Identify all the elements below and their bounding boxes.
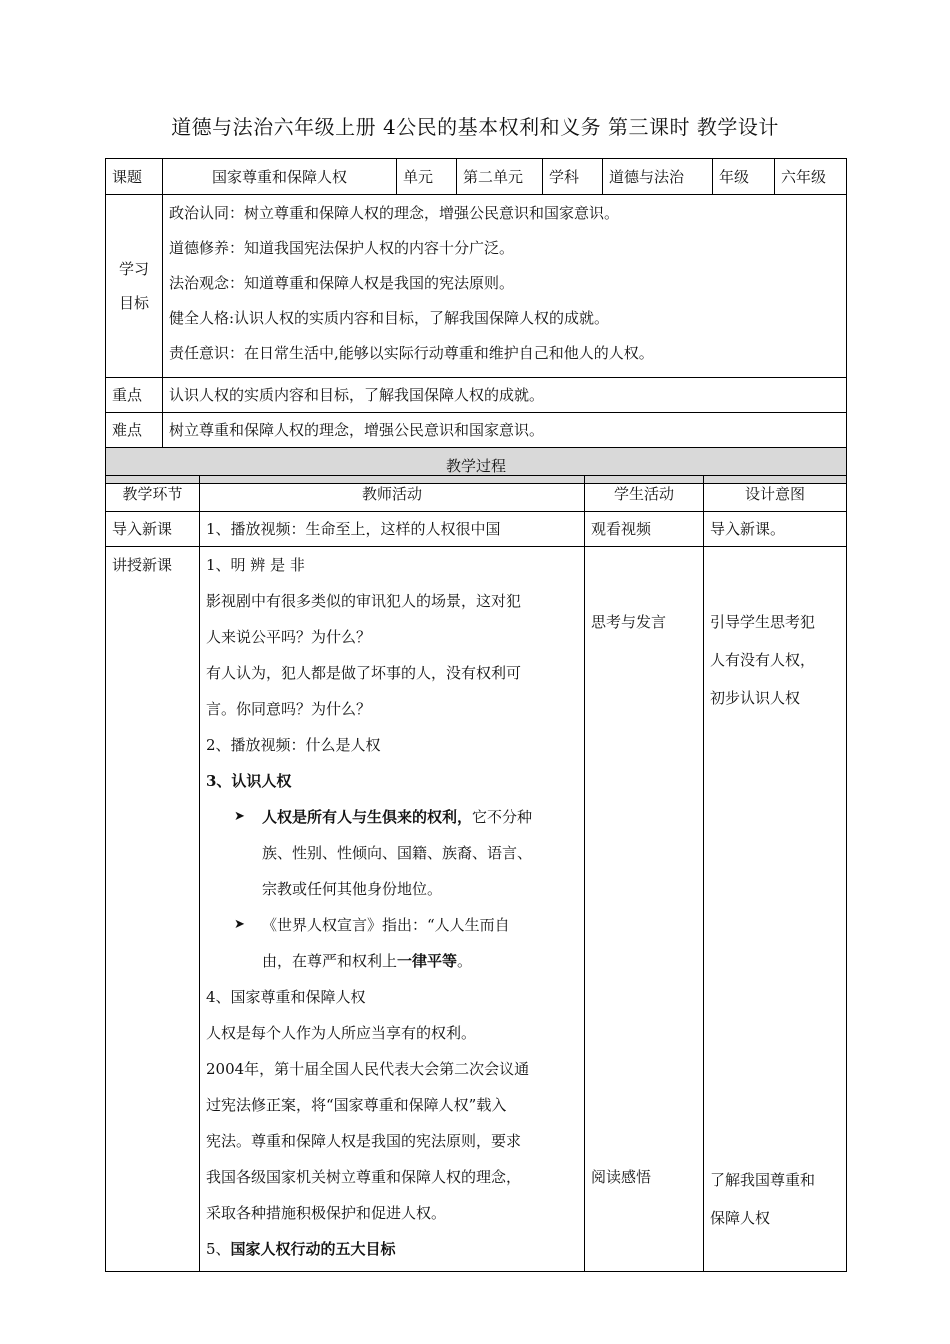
goal-item: 健全人格:认识人权的实质内容和目标，了解我国保障人权的成就。	[169, 309, 610, 327]
lecture-line: 4、国家尊重和保障人权	[206, 988, 366, 1006]
key-point-value: 认识人权的实质内容和目标，了解我国保障人权的成就。	[163, 378, 847, 413]
intro-teacher: 1、播放视频：生命至上，这样的人权很中国	[200, 512, 585, 547]
bullet2-line2	[206, 943, 584, 979]
intent-2-line: 了解我国尊重和	[710, 1171, 816, 1189]
grade-label: 年级	[713, 159, 775, 195]
key-point-row	[106, 378, 847, 413]
column-header-teacher: 教师活动	[200, 476, 585, 512]
intent-2	[710, 1161, 815, 1237]
intent-1-line: 初步认识人权	[710, 689, 801, 707]
bullet-human-rights	[206, 799, 584, 835]
lecture-line: 言。你同意吗？为什么？	[206, 700, 372, 718]
lecture-stage: 讲授新课	[106, 547, 200, 1272]
bullet1-line2: 族、性别、性倾向、国籍、族裔、语言、	[262, 844, 533, 862]
lecture-design-intent	[704, 547, 847, 1272]
goals-label	[106, 195, 163, 378]
lecture-line: 人来说公平吗？为什么？	[206, 628, 372, 646]
intro-row	[106, 512, 847, 547]
lecture-row	[106, 547, 847, 1272]
lecture-line: 人权是每个人作为人所应当享有的权利。	[206, 1024, 477, 1042]
topic-value: 国家尊重和保障人权	[163, 159, 397, 195]
column-header-stage: 教学环节	[106, 476, 200, 512]
unit-label: 单元	[397, 159, 457, 195]
student-activity-2: 阅读感悟	[591, 1168, 652, 1186]
grade-value: 六年级	[775, 159, 847, 195]
topic-label: 课题	[106, 159, 163, 195]
intent-2-line: 保障人权	[710, 1209, 771, 1227]
bullet1-bold: 人权是所有人与生俱来的权利，	[262, 808, 473, 826]
bullet2-line2-b: 。	[457, 952, 473, 970]
intent-1-line: 引导学生思考犯	[710, 613, 816, 631]
lecture-line: 2、播放视频：什么是人权	[206, 736, 381, 754]
difficult-point-value: 树立尊重和保障人权的理念，增强公民意识和国家意识。	[163, 413, 847, 448]
lecture-line: 有人认为，犯人都是做了坏事的人，没有权利可	[206, 664, 522, 682]
bullet-declaration	[206, 907, 584, 943]
difficult-point-label: 难点	[106, 413, 163, 448]
process-columns-row	[106, 476, 847, 512]
lecture-line: 我国各级国家机关树立尊重和保障人权的理念，	[206, 1168, 522, 1186]
column-header-intent: 设计意图	[704, 476, 847, 512]
lecture-line: 宪法。尊重和保障人权是我国的宪法原则，要求	[206, 1132, 522, 1150]
goal-item: 道德修养：知道我国宪法保护人权的内容十分广泛。	[169, 239, 515, 257]
lesson-info-table	[105, 158, 847, 484]
last-prefix: 5、	[206, 1240, 231, 1258]
intro-stage: 导入新课	[106, 512, 200, 547]
goal-item: 法治观念：知道尊重和保障人权是我国的宪法原则。	[169, 274, 515, 292]
column-header-student: 学生活动	[585, 476, 704, 512]
subject-value: 道德与法治	[603, 159, 713, 195]
lecture-line-last	[206, 1231, 584, 1267]
bullet1-rest: 它不分种	[472, 808, 533, 826]
bullet1-line3: 宗教或任何其他身份地位。	[262, 880, 443, 898]
goals-list	[163, 195, 847, 378]
subject-label: 学科	[543, 159, 603, 195]
lecture-line: 过宪法修正案，将“国家尊重和保障人权”载入	[206, 1096, 507, 1114]
student-activity-1: 思考与发言	[591, 613, 667, 631]
intent-1	[710, 603, 815, 717]
intro-intent: 导入新课。	[704, 512, 847, 547]
lecture-teacher-activity	[200, 547, 585, 1272]
goal-item: 责任意识：在日常生活中,能够以实际行动尊重和维护自己和他人的人权。	[169, 344, 654, 362]
key-point-label: 重点	[106, 378, 163, 413]
lecture-student-activity	[585, 547, 704, 1272]
bullet2-line2-a: 由，在尊严和权利上	[262, 952, 398, 970]
bullet2-line2-bold: 一律平等	[397, 952, 458, 970]
header-row	[106, 159, 847, 195]
process-title: 教学过程	[106, 448, 847, 484]
intent-1-line: 人有没有人权，	[710, 651, 816, 669]
process-table	[105, 475, 847, 1272]
lecture-line: 2004年，第十届全国人民代表大会第二次会议通	[206, 1060, 530, 1078]
bullet2-line1: 《世界人权宣言》指出：“人人生而自	[262, 916, 510, 934]
intro-student: 观看视频	[585, 512, 704, 547]
last-bold: 国家人权行动的五大目标	[230, 1240, 396, 1258]
difficult-point-row	[106, 413, 847, 448]
arrow-bullet-icon: ➤	[234, 809, 245, 824]
arrow-bullet-icon: ➤	[234, 917, 245, 932]
goals-row	[106, 195, 847, 378]
goals-label-text: 学习目标	[118, 260, 149, 312]
goal-item: 政治认同：树立尊重和保障人权的理念，增强公民意识和国家意识。	[169, 204, 620, 222]
lecture-line: 采取各种措施积极保护和促进人权。	[206, 1204, 447, 1222]
lecture-line: 3、认识人权	[206, 772, 292, 790]
lecture-line: 影视剧中有很多类似的审讯犯人的场景，这对犯	[206, 592, 522, 610]
document-title: 道德与法治六年级上册 4公民的基本权利和义务 第三课时 教学设计	[171, 115, 779, 139]
unit-value: 第二单元	[457, 159, 543, 195]
lecture-line: 1、明 辨 是 非	[206, 556, 305, 574]
